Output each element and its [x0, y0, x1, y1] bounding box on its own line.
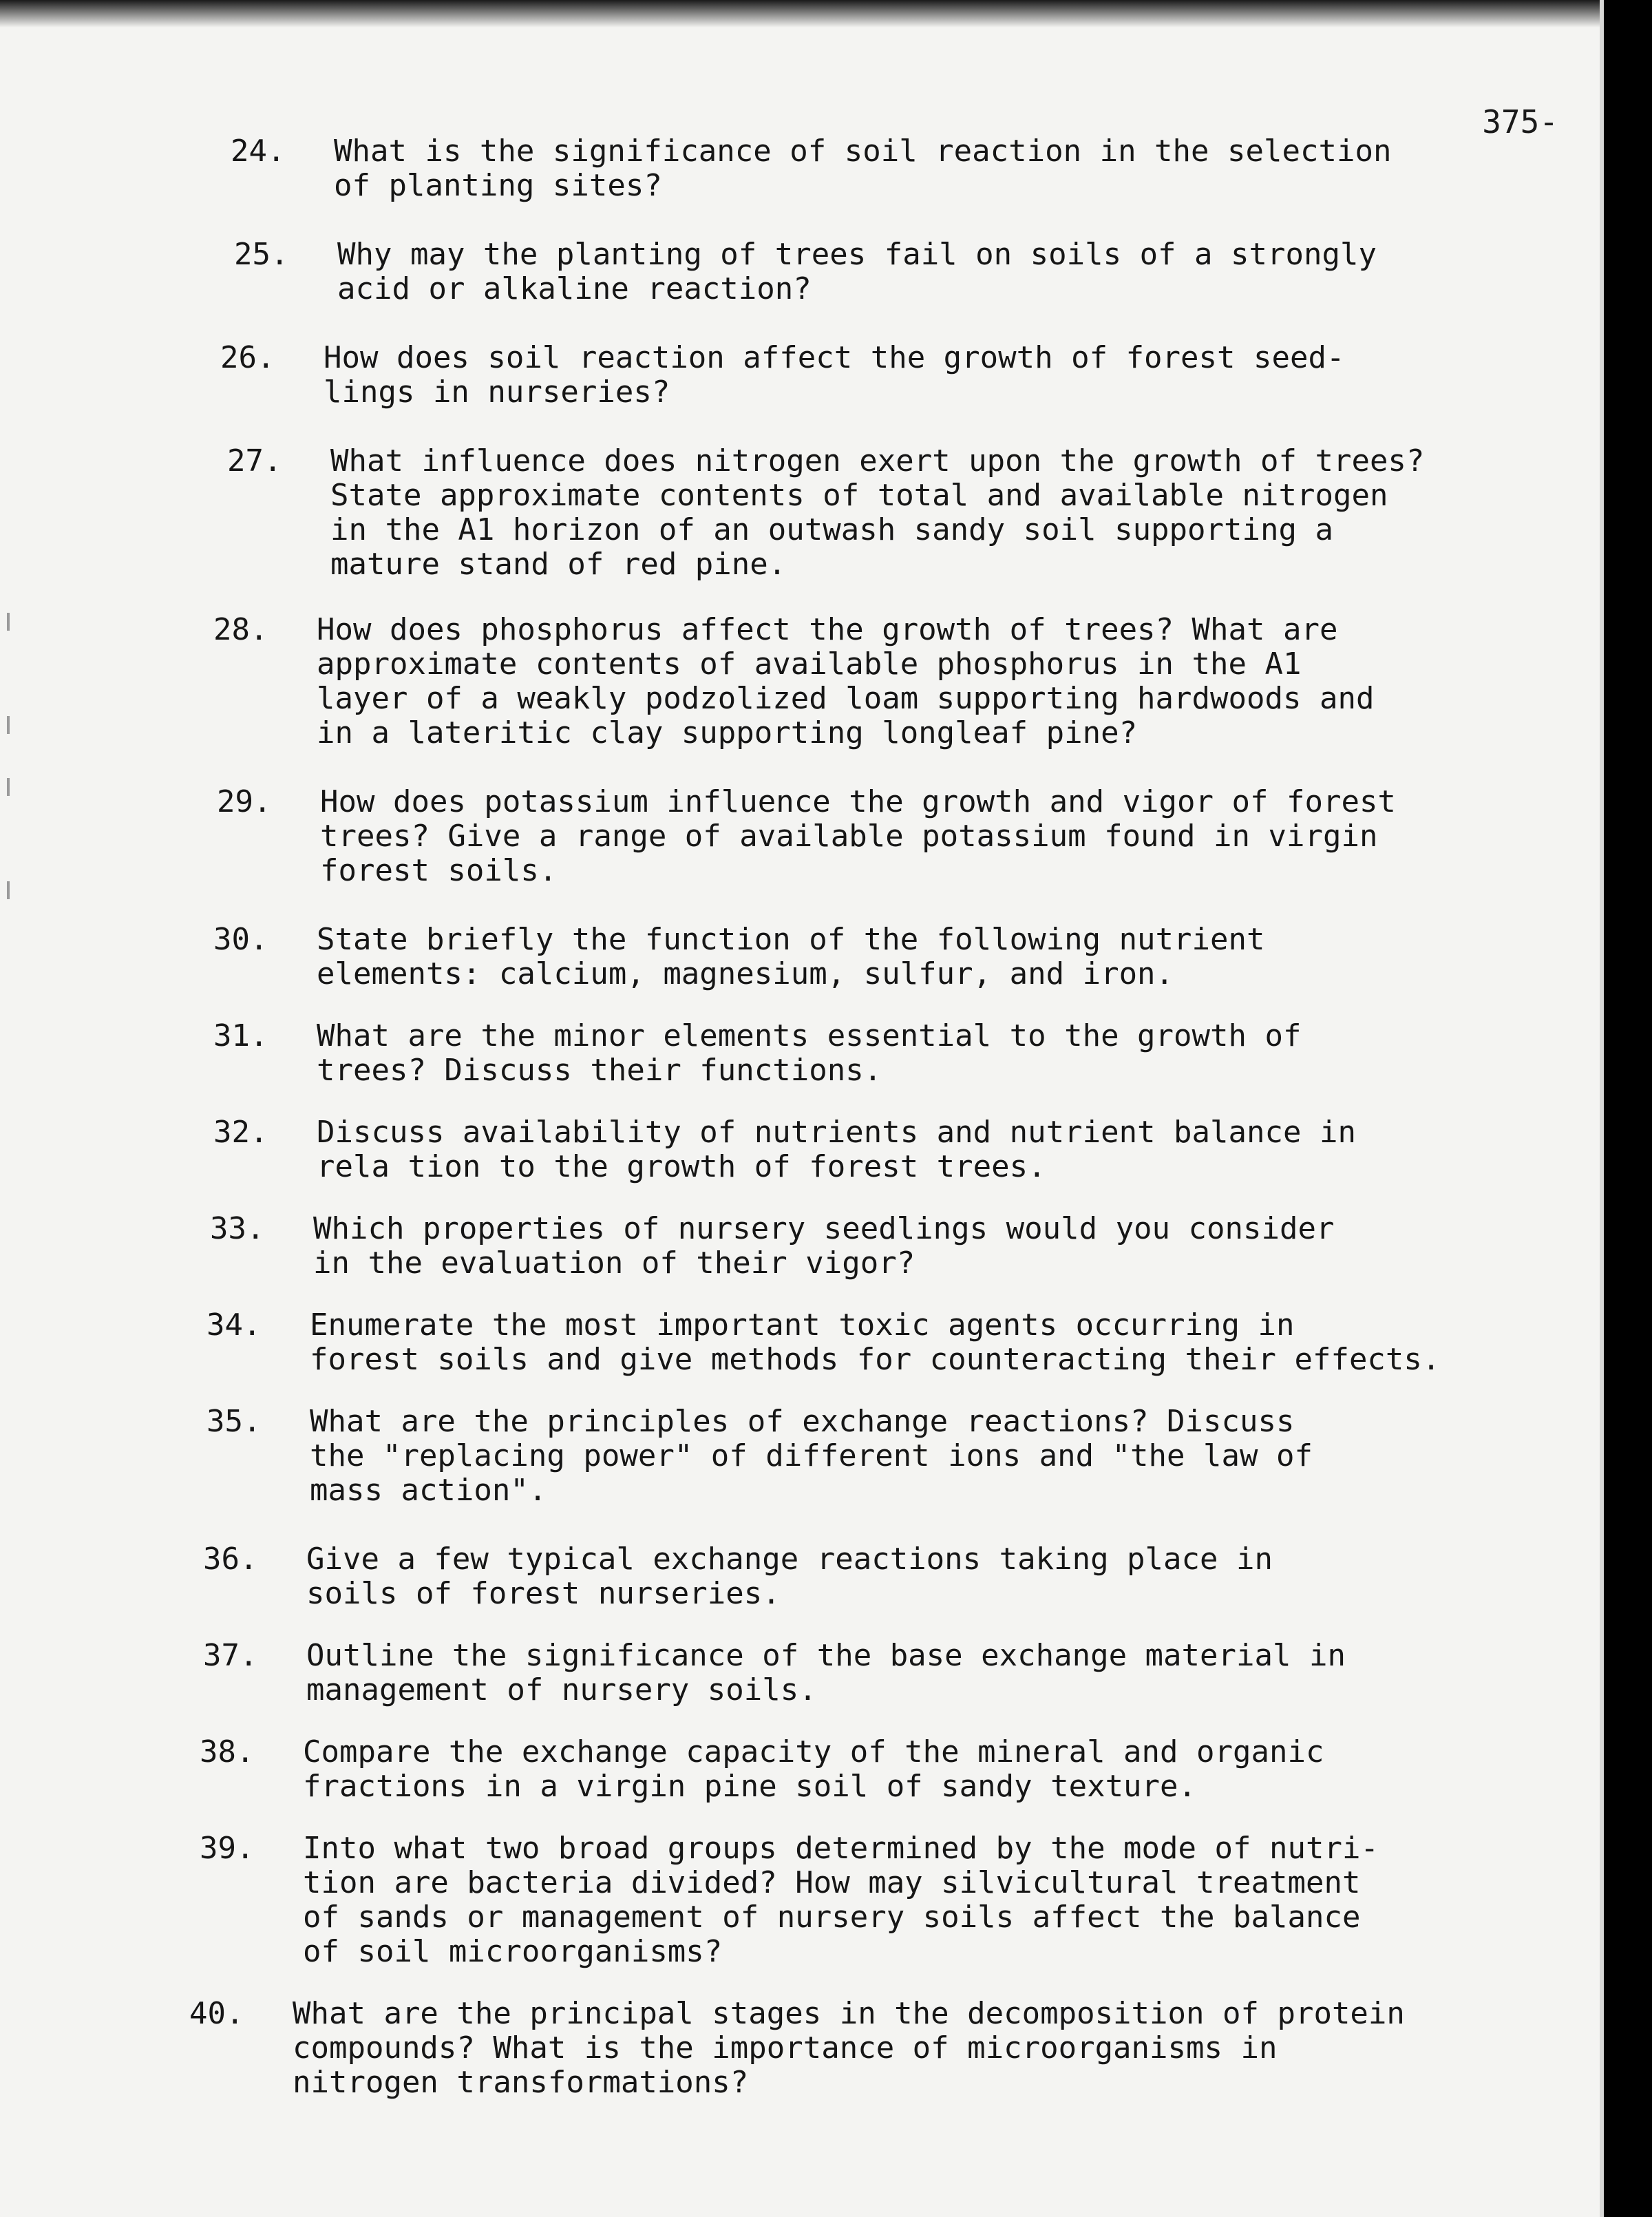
question-number: 38. — [200, 1734, 255, 1769]
question-text — [317, 613, 1514, 750]
question-number: 33. — [210, 1211, 265, 1246]
question-number: 30. — [213, 922, 268, 957]
question-line: of soil microorganisms? — [303, 1934, 723, 1969]
question-line: of planting sites? — [334, 168, 662, 203]
question-line: How does phosphorus affect the growth of trees? What are — [317, 612, 1338, 647]
question-line: Into what two broad groups determined by the mode of nutri- — [303, 1831, 1379, 1866]
question-line: approximate contents of available phosphorus in the A1 — [317, 647, 1302, 682]
question-line: Enumerate the most important toxic agents occurring in — [310, 1307, 1295, 1343]
question-line: fractions in a virgin pine soil of sandy texture. — [303, 1769, 1197, 1804]
question-line: How does potassium influence the growth and vigor of forest — [320, 784, 1396, 819]
question-text — [313, 1212, 1511, 1281]
question-line: Outline the significance of the base exchange material in — [306, 1638, 1346, 1673]
question-text — [293, 1997, 1490, 2100]
question-number: 25. — [234, 237, 289, 272]
question-text — [310, 1405, 1507, 1508]
question-line: Give a few typical exchange reactions taking place in — [306, 1542, 1273, 1577]
question-line: Why may the planting of trees fail on soils of a strongly — [337, 237, 1377, 272]
question-number: 37. — [203, 1638, 258, 1673]
question-line: mass action". — [310, 1473, 547, 1508]
question-text — [324, 341, 1521, 410]
question-line: mature stand of red pine. — [330, 547, 787, 582]
question-line: of sands or management of nursery soils affect the balance — [303, 1900, 1361, 1935]
question-text — [303, 1735, 1501, 1804]
question-number: 28. — [213, 612, 268, 647]
question-text — [317, 1019, 1514, 1088]
question-line: What are the principal stages in the decomposition of protein — [293, 1996, 1405, 2031]
question-line: What is the significance of soil reaction in the selection — [334, 134, 1392, 169]
question-text — [303, 1831, 1501, 1969]
question-text — [306, 1542, 1504, 1611]
question-line: rela tion to the growth of forest trees. — [317, 1149, 1046, 1184]
question-line: forest soils. — [320, 853, 558, 888]
question-number: 24. — [231, 134, 286, 169]
question-line: in the A1 horizon of an outwash sandy soil supporting a — [330, 512, 1333, 547]
question-number: 29. — [217, 784, 272, 819]
question-line: What influence does nitrogen exert upon the growth of trees? — [330, 443, 1425, 479]
question-line: State briefly the function of the following nutrient — [317, 922, 1265, 957]
question-number: 36. — [203, 1542, 258, 1577]
question-text — [306, 1639, 1504, 1708]
question-line: elements: calcium, magnesium, sulfur, and iron. — [317, 956, 1174, 991]
question-line: trees? Discuss their functions. — [317, 1053, 882, 1088]
question-number: 31. — [213, 1018, 268, 1053]
page-number: 375- — [1482, 103, 1558, 140]
question-number: 35. — [206, 1404, 262, 1439]
question-line: State approximate contents of total and available nitrogen — [330, 478, 1388, 513]
question-line: layer of a weakly podzolized loam supporting hardwoods and — [317, 681, 1375, 716]
question-line: How does soil reaction affect the growth of forest seed- — [324, 340, 1345, 375]
question-line: trees? Give a range of available potassium found in virgin — [320, 819, 1378, 854]
question-number: 27. — [227, 443, 282, 479]
question-number: 39. — [200, 1831, 255, 1866]
question-line: tion are bacteria divided? How may silvicultural treatment — [303, 1865, 1361, 1900]
question-line: the "replacing power" of different ions and "the law of — [310, 1438, 1313, 1473]
question-text — [330, 444, 1528, 582]
question-number: 34. — [206, 1307, 262, 1343]
question-line: lings in nurseries? — [324, 375, 670, 410]
question-text — [337, 238, 1535, 306]
question-line: Discuss availability of nutrients and nutrient balance in — [317, 1115, 1356, 1150]
question-text — [317, 1115, 1514, 1184]
question-line: nitrogen transformations? — [293, 2065, 749, 2100]
question-text — [334, 134, 1532, 203]
question-number: 40. — [189, 1996, 244, 2031]
question-line: Compare the exchange capacity of the mineral and organic — [303, 1734, 1324, 1769]
question-line: compounds? What is the importance of microorganisms in — [293, 2030, 1278, 2066]
question-line: What are the principles of exchange reactions? Discuss — [310, 1404, 1295, 1439]
question-text — [320, 785, 1518, 888]
question-text — [317, 923, 1514, 991]
question-line: in the evaluation of their vigor? — [313, 1246, 915, 1281]
question-line: soils of forest nurseries. — [306, 1576, 781, 1611]
question-line: in a lateritic clay supporting longleaf pine? — [317, 715, 1138, 750]
question-line: management of nursery soils. — [306, 1672, 817, 1708]
question-number: 26. — [220, 340, 275, 375]
question-line: acid or alkaline reaction? — [337, 271, 812, 306]
question-line: Which properties of nursery seedlings would you consider — [313, 1211, 1335, 1246]
question-line: What are the minor elements essential to the growth of — [317, 1018, 1302, 1053]
question-text — [310, 1308, 1507, 1377]
question-number: 32. — [213, 1115, 268, 1150]
question-line: forest soils and give methods for counteracting their effects. — [310, 1342, 1441, 1377]
